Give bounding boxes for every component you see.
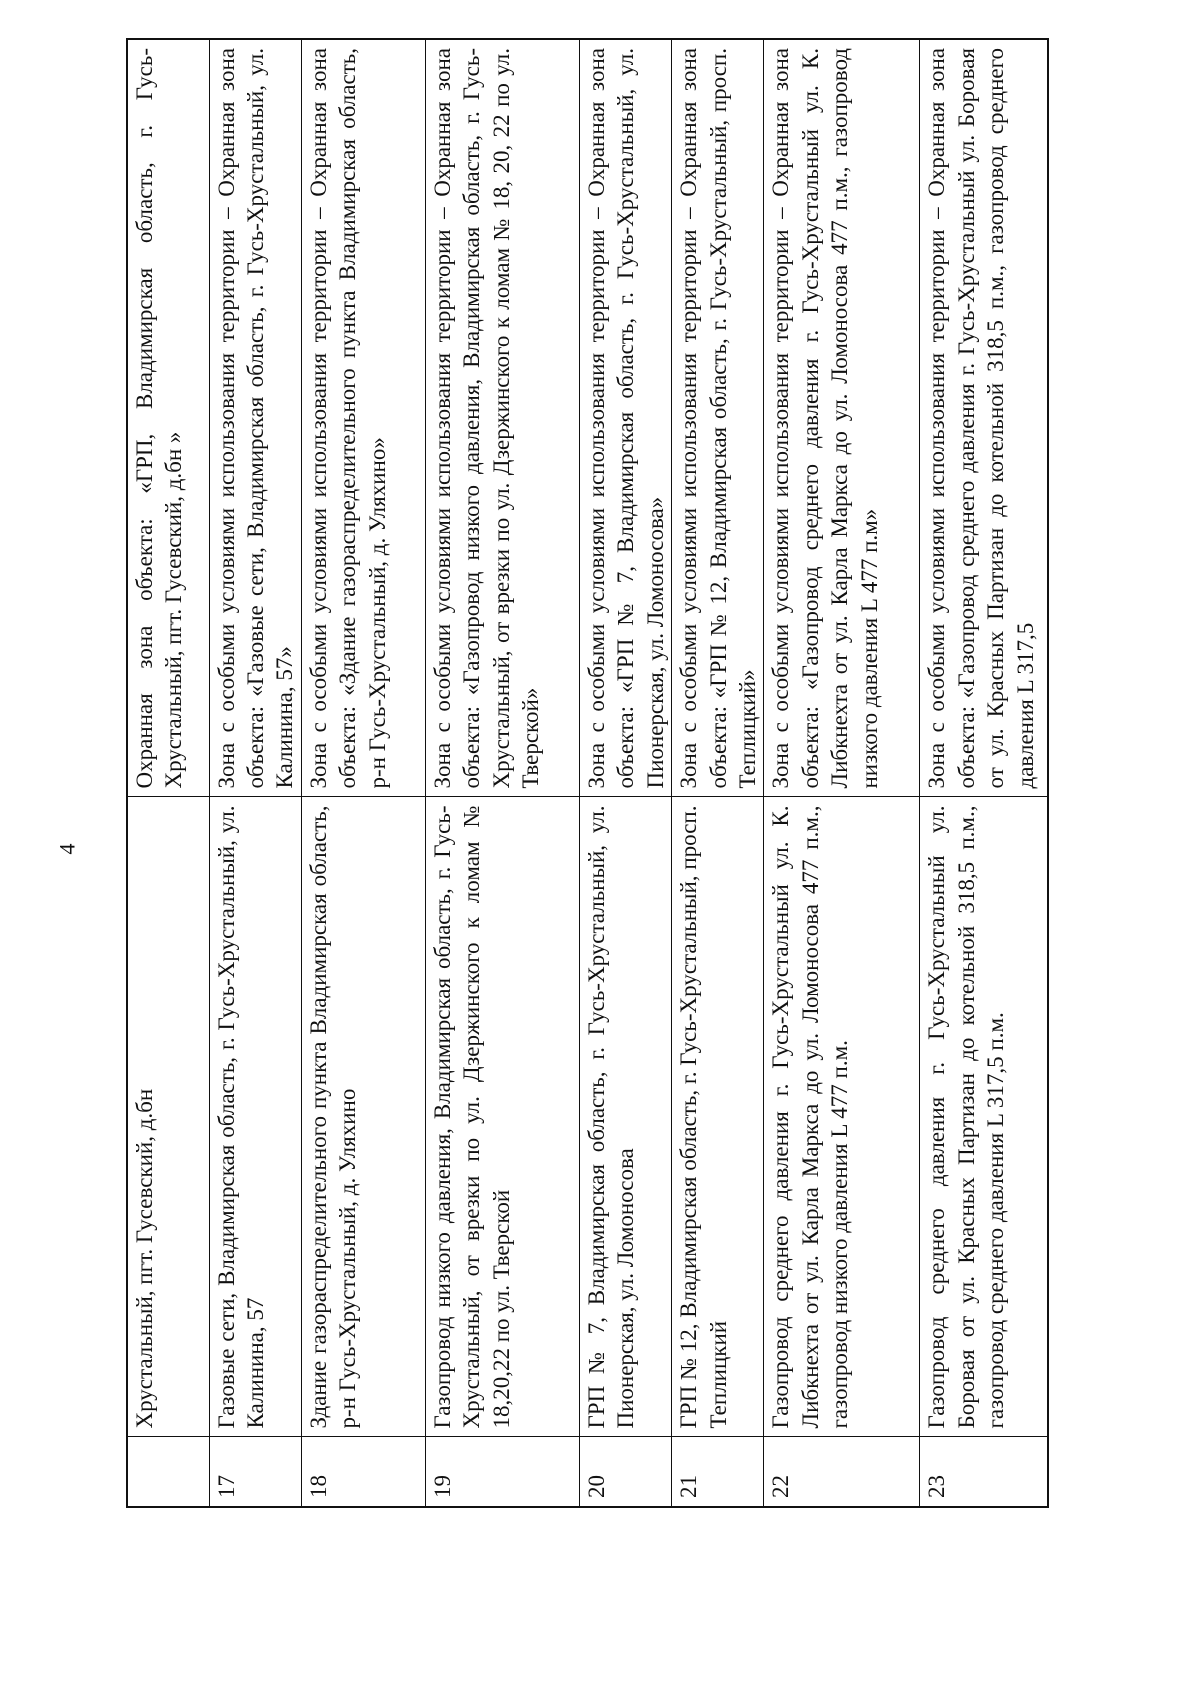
zone-cell xyxy=(672,39,764,797)
table-row xyxy=(301,39,425,1507)
zone-prefix: Зона с особыми условиями использования территории – xyxy=(676,196,702,789)
zone-text: Охранная зона объекта: «ГРП № 7, Владимирская область, г. Гусь-Хрустальный, ул. Пионерская, ул. Ломоносова» xyxy=(583,48,668,789)
zone-cell xyxy=(579,39,671,797)
row-number: 17 xyxy=(209,1437,301,1507)
zone-prefix: Зона с особыми условиями использования территории – xyxy=(924,196,950,789)
zone-prefix: Зона с особыми условиями использования территории – xyxy=(429,196,455,789)
row-number: 23 xyxy=(920,1437,1048,1507)
zone-cell xyxy=(127,39,209,797)
object-cell: Газовые сети, Владимирская область, г. Гусь-Хрустальный, ул. Калинина, 57 xyxy=(209,797,301,1437)
zone-text: Охранная зона объекта: «Газопровод среднего давления г. Гусь-Хрустальный ул. К. Либкнехта от ул. Карла Маркса до ул. Ломоносова 477 п.м., газопровод низкого давления L 477 п.м» xyxy=(768,48,882,789)
row-number: 22 xyxy=(764,1437,920,1507)
table-row xyxy=(764,39,920,1507)
zone-prefix: Зона с особыми условиями использования территории – xyxy=(213,196,239,789)
zone-cell xyxy=(209,39,301,797)
zone-cell xyxy=(920,39,1048,797)
table-row xyxy=(209,39,301,1507)
rotated-table-container xyxy=(126,40,1038,1508)
table-row xyxy=(425,39,579,1507)
zone-cell xyxy=(301,39,425,797)
zone-text: Охранная зона объекта: «Здание газораспределительного пункта Владимирская область, р-н Гусь-Хрустальный, д. Уляхино» xyxy=(305,48,390,789)
table-row xyxy=(672,39,764,1507)
zones-table xyxy=(126,38,1049,1508)
zone-cell xyxy=(764,39,920,797)
object-cell: Здание газораспределительного пункта Владимирская область, р-н Гусь-Хрустальный, д. Уляхино xyxy=(301,797,425,1437)
zone-prefix: Зона с особыми условиями использования территории – xyxy=(768,196,794,789)
zone-prefix: Зона с особыми условиями использования территории – xyxy=(305,196,331,789)
zone-text: Охранная зона объекта: «Газопровод низкого давления, Владимирская область, г. Гусь-Хрустальный, от врезки по ул. Дзержинского к ломам № 18, 20, 22 по ул. Тверской» xyxy=(429,48,544,789)
row-number: 18 xyxy=(301,1437,425,1507)
table-row xyxy=(579,39,671,1507)
object-cell: Газопровод среднего давления г. Гусь-Хрустальный ул. Боровая от ул. Красных Партизан до котельной 318,5 п.м., газопровод среднего давления L 317,5 п.м. xyxy=(920,797,1048,1437)
zone-text: Охранная зона объекта: «ГРП № 12, Владимирская область, г. Гусь-Хрустальный, просп. Теплицкий» xyxy=(676,48,760,789)
object-cell: ГРП № 12, Владимирская область, г. Гусь-Хрустальный, просп. Теплицкий xyxy=(672,797,764,1437)
zone-cell xyxy=(425,39,579,797)
object-cell: ГРП № 7, Владимирская область, г. Гусь-Хрустальный, ул. Пионерская, ул. Ломоносова xyxy=(579,797,671,1437)
page-number: 4 xyxy=(54,843,80,855)
row-number: 20 xyxy=(579,1437,671,1507)
object-cell: Хрустальный, пгт. Гусевский, д.бн xyxy=(127,797,209,1437)
zone-prefix: Зона с особыми условиями использования территории – xyxy=(583,196,609,789)
row-number xyxy=(127,1437,209,1507)
table-row xyxy=(920,39,1048,1507)
object-cell: Газопровод низкого давления, Владимирская область, г. Гусь-Хрустальный, от врезки по ул. Дзержинского к ломам № 18,20,22 по ул. Тверской xyxy=(425,797,579,1437)
zone-text: Охранная зона объекта: «Газовые сети, Владимирская область, г. Гусь-Хрустальный, ул. Калинина, 57» xyxy=(213,48,298,789)
table-row xyxy=(127,39,209,1507)
object-cell: Газопровод среднего давления г. Гусь-Хрустальный ул. К. Либкнехта от ул. Карла Маркса до ул. Ломоносова 477 п.м., газопровод низкого давления L 477 п.м. xyxy=(764,797,920,1437)
row-number: 19 xyxy=(425,1437,579,1507)
row-number: 21 xyxy=(672,1437,764,1507)
zone-text: Охранная зона объекта: «Газопровод среднего давления г. Гусь-Хрустальный ул. Боровая от ул. Красных Партизан до котельной 318,5 п.м., газопровод среднего давления L 317,5 xyxy=(924,48,1038,789)
zone-text: Охранная зона объекта: «ГРП, Владимирская область, г. Гусь-Хрустальный, пгт. Гусевский, д.бн » xyxy=(132,48,187,789)
